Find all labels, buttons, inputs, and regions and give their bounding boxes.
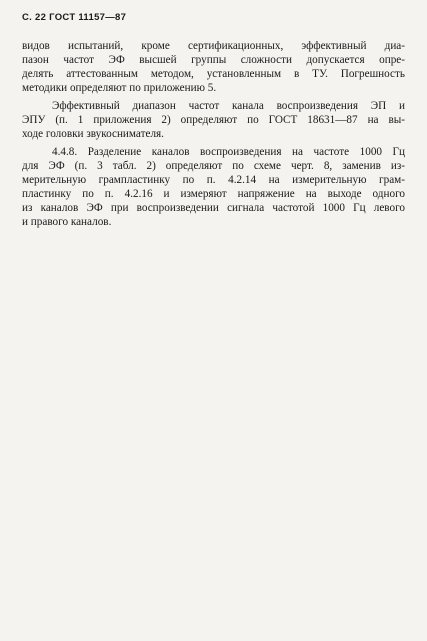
text-line: ходе головки звукоснимателя. — [22, 128, 164, 140]
text-line: пазон частот ЭФ высшей группы сложности допускается опре- — [22, 54, 405, 66]
text-line: для ЭФ (п. 3 табл. 2) определяют по схеме черт. 8, заменив из- — [22, 160, 405, 172]
text-line: делять аттестованным методом, установленным в ТУ. Погрешность — [22, 68, 405, 80]
text-line: и правого каналов. — [22, 216, 112, 228]
text-line: пластинку по п. 4.2.16 и измеряют напряжение на выходе одного — [22, 188, 405, 200]
text-line: из каналов ЭФ при воспроизведении сигнала частотой 1000 Гц левого — [22, 202, 405, 214]
text-line: ЭПУ (п. 1 приложения 2) определяют по ГОСТ 18631—87 на вы- — [22, 114, 405, 126]
text-line: видов испытаний, кроме сертификационных, эффективный диа- — [22, 40, 405, 52]
text-line: мерительную грампластинку по п. 4.2.14 на измерительную грам- — [22, 174, 405, 186]
page-header: С. 22 ГОСТ 11157—87 — [22, 12, 127, 23]
text-line: Эффективный диапазон частот канала воспроизведения ЭП и — [52, 100, 405, 112]
text-line: методики определяют по приложению 5. — [22, 82, 217, 94]
text-line: 4.4.8. Разделение каналов воспроизведения на частоте 1000 Гц — [52, 146, 405, 158]
